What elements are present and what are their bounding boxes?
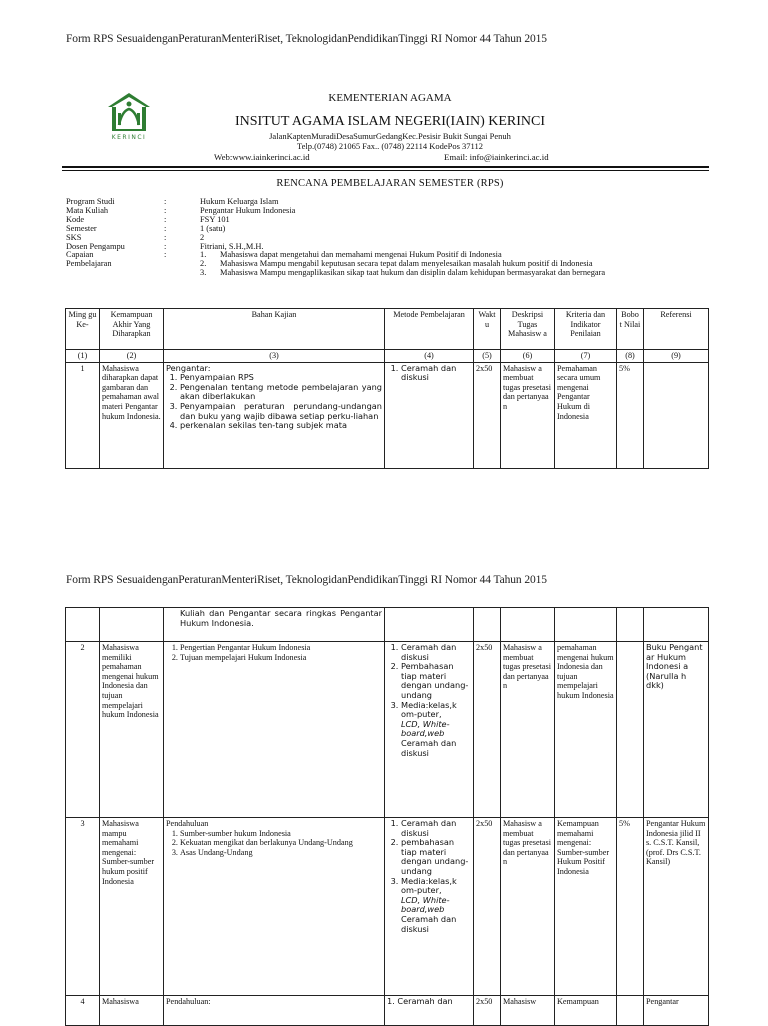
- rps-table-page2: [65, 607, 709, 1026]
- address-line-2: Telp.(0748) 21065 Fax.. (0748) 22114 KodePos 37112: [297, 141, 483, 151]
- info-row: Dosen Pengampu : Fitriani, S.H.,M.H.: [66, 241, 264, 251]
- header-rule: [62, 166, 709, 168]
- email-link[interactable]: Email: info@iainkerinci.ac.id: [444, 152, 549, 162]
- ministry-name: KEMENTERIAN AGAMA: [328, 92, 452, 104]
- capaian-row: Capaian Pembelajaran : 1. Mahasiswa dapat mengetahui dan memahami mengenai Hukum Positif di Indonesia 2. Mahasiswa Mampu mengabil keputusan secara tepat dalam menyelesaikan masalah hukum positif di Indonesia 3. Mahasiswa Mampu mengaplikasikan sikap taat hukum dan disiplin dalam kehidupan bermasyarakat dan bernegara: [66, 251, 680, 278]
- form-header-note: Form RPS SesuaidenganPeraturanMenteriRiset, TeknologidanPendidikanTinggi RI Nomor 44 Tahun 2015: [66, 574, 547, 586]
- capaian-list: [200, 251, 680, 278]
- header-rule-thin: [62, 170, 709, 171]
- capaian-item: 2. Mahasiswa Mampu mengabil keputusan secara tepat dalam menyelesaikan masalah hukum positif di Indonesia: [200, 259, 593, 269]
- address-line-1: JalanKaptenMuradiDesaSumurGedangKec.Pesisir Bukit Sungai Penuh: [269, 131, 511, 141]
- capaian-item: 1. Mahasiswa dapat mengetahui dan memahami mengenai Hukum Positif di Indonesia: [200, 250, 502, 260]
- iain-kerinci-logo: [104, 91, 154, 141]
- svg-text:KERINCI: KERINCI: [111, 134, 147, 141]
- institute-name: INSITUT AGAMA ISLAM NEGERI(IAIN) KERINCI: [234, 114, 546, 129]
- capaian-item: 3. Mahasiswa Mampu mengaplikasikan sikap taat hukum dan disiplin dalam kehidupan bermasyarakat dan bernegara: [200, 268, 606, 278]
- table-header-row: Ming gu Ke- Kemampuan Akhir Yang Diharapkan Bahan Kajian Metode Pembelajaran Wakt u Deskripsi Tugas Mahasisw a Kriteria dan Indikator Penilaian Bobo t Nilai Referensi: [66, 309, 709, 350]
- course-info: [66, 198, 680, 278]
- table-row: 4 Mahasiswa Pendahuluan: 1. Ceramah dan 2x50 Mahasisw Kemampuan Pengantar: [66, 996, 709, 1026]
- institute-address: [160, 131, 620, 151]
- info-row: SKS : 2: [66, 232, 205, 242]
- form-header-note: Form RPS SesuaidenganPeraturanMenteriRiset, TeknologidanPendidikanTinggi RI Nomor 44 Tahun 2015: [66, 33, 547, 45]
- website-link[interactable]: Web:www.iainkerinci.ac.id: [214, 152, 310, 162]
- table-row: Kuliah dan Pengantar secara ringkas Pengantar Hukum Indonesia.: [66, 608, 709, 642]
- table-row: 2 Mahasiswa memiliki pemahaman mengenai hukum Indonesia dan tujuan mempelajari hukum Indonesia 1. Pengertian Pengantar Hukum Indonesia 2. Tujuan mempelajari Hukum Indonesia 1. Ceramah dan diskusi 2. Pembahasan tiap materi dengan undang-undang 3. Media:kelas,k om-puter, LCD, White-board,web Ceramah dan diskusi 2x50 Mahasisw a membuat tugas presetasi dan pertanyaa n pemahaman mengenai hukum Indonesia dan tujuan mempelajari hukum Indonesia Buku Pengant ar Hukum Indonesi a (Narulla h dkk): [66, 642, 709, 818]
- info-row: Program Studi : Hukum Keluarga Islam: [66, 197, 279, 206]
- rps-table-page1: [65, 308, 709, 469]
- column-number-row: (1) (2) (3) (4) (5) (6) (7) (8) (9): [66, 350, 709, 363]
- info-row: Mata Kuliah : Pengantar Hukum Indonesia: [66, 205, 296, 215]
- table-row: 3 Mahasiswa mampu memahami mengenai: Sumber-sumber hukum positif Indonesia Pendahuluan 1. Sumber-sumber hukum Indonesia 2. Kekuatan mengikat dan berlakunya Undang-Undang 3. Asas Undang-Undang 1. Ceramah dan diskusi 2. pembahasan tiap materi dengan undang-undang 3. Media:kelas,k om-puter, LCD, White-board,web Ceramah dan diskusi 2x50 Mahasisw a membuat tugas presetasi dan pertanyaa n Kemampuan memahami mengenai: Sumber-sumber Hukum Positif Indonesia 5% Pengantar Hukum Indonesia jilid II s. C.S.T. Kansil, (prof. Drs C.S.T. Kansil): [66, 818, 709, 996]
- rps-title: RENCANA PEMBELAJARAN SEMESTER (RPS): [276, 178, 504, 189]
- table-row: 1 Mahasiswa diharapkan dapat gambaran dan pemahaman awal materi Pengantar hukum Indonesia. Pengantar: 1. Penyampaian RPS 2. Pengenalan tentang metode pembelajaran yang akan diberlakukan 3. Penyampaian peraturan perundang-undangan dan buku yang wajib dibawa setiap perku-liahan 4. perkenalan sekilas ten-tang subjek mata 1. Ceramah dan diskusi 2x50 Mahasisw a membuat tugas presetasi dan pertanyaa n Pemahaman secara umum mengenai Pengantar Hukum di Indonesia 5%: [66, 362, 709, 468]
- info-row: Semester : 1 (satu): [66, 223, 226, 233]
- info-row: Kode : FSY 101: [66, 214, 230, 224]
